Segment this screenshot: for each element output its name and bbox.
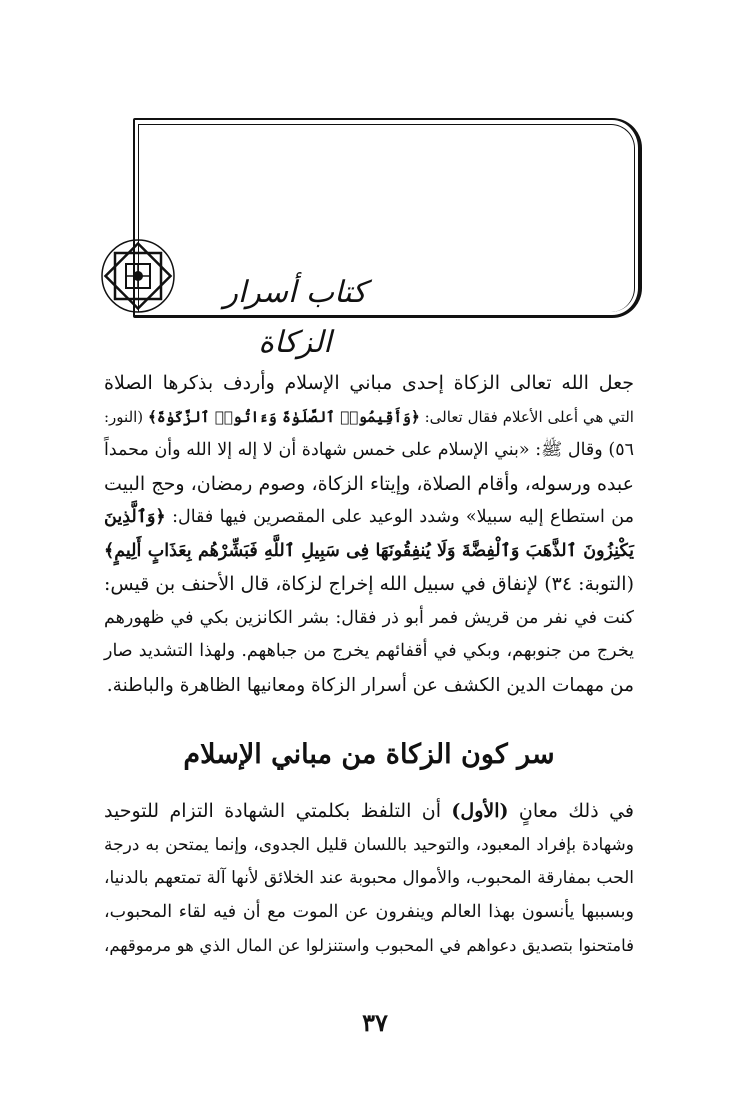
text-line: وشهادة بإفراد المعبود، والتوحيد باللسان قليل الجدوى، وإنما يمتحن به درجة <box>104 834 634 855</box>
quran-verse: ﴿وَٱلَّذِينَ <box>104 507 166 527</box>
text-line: من مهمات الدين الكشف عن أسرار الزكاة ومعانيها الظاهرة والباطنة. <box>106 674 634 696</box>
text-line: ٥٦) وقال ﷺ: «بني الإسلام على خمس شهادة أن لا إله إلا الله وأن محمداً <box>104 440 634 460</box>
text-line <box>104 795 634 829</box>
text-line <box>104 501 634 535</box>
quran-verse: ﴿وَأَقِيمُوا۟ ٱلصَّلَوٰةَ وَءَاتُوا۟ ٱلزَّكَوٰةَ﴾ <box>148 407 420 426</box>
quran-verse-line: يَكْنِزُونَ ٱلذَّهَبَ وَٱلْفِضَّةَ وَلَا يُنفِقُونَهَا فِى سَبِيلِ ٱللَّهِ فَبَشِّرْهُم بِعَذَابٍ أَلِيمٍ﴾ <box>104 540 634 561</box>
text-span: من استطاع إليه سبيلا» وشدد الوعيد على المقصرين فيها فقال: <box>172 507 634 527</box>
text-span: في ذلك معانٍ <box>518 800 634 822</box>
page-number: ٣٧ <box>362 1008 388 1037</box>
section-heading: سر كون الزكاة من مباني الإسلام <box>183 739 555 770</box>
text-span: (النور: <box>104 407 144 426</box>
text-line: وبسببها يأنسون بهذا العالم وينفرون عن الموت مع أن فيه لقاء المحبوب، <box>104 901 634 922</box>
text-line: الحب بمفارقة المحبوب، والأموال محبوبة عند الخلائق لأنها آلة تمتعهم بالدنيا، <box>104 868 634 888</box>
chapter-title: كتاب أسرار الزكاة <box>223 275 367 360</box>
text-line: جعل الله تعالى الزكاة إحدى مباني الإسلام وأردف بذكرها الصلاة <box>104 372 634 394</box>
text-line: عبده ورسوله، وأقام الصلاة، وإيتاء الزكاة، وصوم رمضان، وحج البيت <box>104 472 634 495</box>
section-paragraph <box>104 795 634 963</box>
text-line: يخرج من جنوبهم، وبكي في أقفائهم يخرج من جباههم. ولهذا التشديد صار <box>104 641 634 661</box>
text-line <box>104 401 634 435</box>
text-line: (التوبة: ٣٤) لإنفاق في سبيل الله إخراج لزكاة، قال الأحنف بن قيس: <box>103 573 634 595</box>
text-line: كنت في نفر من قريش فمر أبو ذر فقال: بشر الكانزين بكي في ظهورهم <box>104 607 634 628</box>
text-span: أن التلفظ بكلمتي الشهادة التزام للتوحيد <box>104 800 442 822</box>
text-line: فامتحنوا بتصديق دعواهم في المحبوب واستنزلوا عن المال الذي هو مرموقهم، <box>104 936 634 955</box>
intro-paragraph <box>104 367 634 702</box>
text-span: التي هي أعلى الأعلام فقال تعالى: <box>424 407 634 426</box>
geometric-ornament-icon <box>98 236 178 316</box>
bold-term: (الأول) <box>451 800 509 822</box>
